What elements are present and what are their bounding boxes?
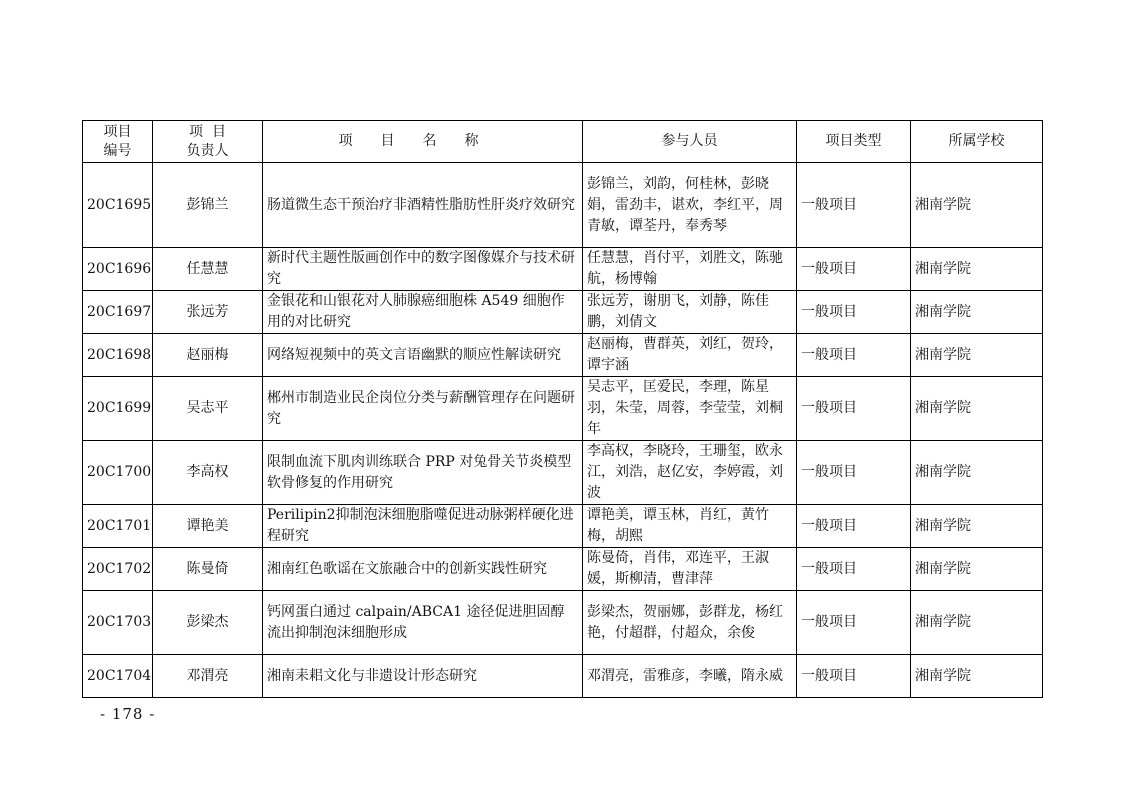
project-type-cell: 一般项目 (797, 377, 911, 441)
school-cell: 湘南学院 (911, 291, 1043, 334)
members-cell: 赵丽梅，曹群英，刘红，贺玲，谭宇涵 (583, 334, 797, 377)
school-cell: 湘南学院 (911, 163, 1043, 248)
project-code-cell: 20C1701 (83, 505, 153, 548)
members-cell: 彭梁杰，贺丽娜，彭群龙，杨红艳，付超群，付超众，余俊 (583, 591, 797, 655)
header-members: 参与人员 (583, 121, 797, 163)
project-name-cell: 肠道微生态干预治疗非酒精性脂肪性肝炎疗效研究 (263, 163, 583, 248)
project-code-cell: 20C1696 (83, 248, 153, 291)
school-cell: 湘南学院 (911, 334, 1043, 377)
project-leader-cell: 吴志平 (153, 377, 263, 441)
project-type-cell: 一般项目 (797, 163, 911, 248)
project-leader-cell: 彭锦兰 (153, 163, 263, 248)
members-cell: 谭艳美，谭玉林，肖红，黄竹梅，胡熙 (583, 505, 797, 548)
project-name-cell: 新时代主题性版画创作中的数字图像媒介与技术研究 (263, 248, 583, 291)
page-number: - 178 - (100, 705, 156, 723)
project-name-cell: 钙网蛋白通过 calpain/ABCA1 途径促进胆固醇流出抑制泡沫细胞形成 (263, 591, 583, 655)
school-cell: 湘南学院 (911, 377, 1043, 441)
project-code-cell: 20C1702 (83, 548, 153, 591)
project-name-cell: 郴州市制造业民企岗位分类与薪酬管理存在问题研究 (263, 377, 583, 441)
project-leader-cell: 赵丽梅 (153, 334, 263, 377)
table-row (83, 505, 1043, 548)
project-leader-cell: 谭艳美 (153, 505, 263, 548)
table-row (83, 291, 1043, 334)
project-table (82, 120, 1043, 698)
project-name-cell: 金银花和山银花对人肺腺癌细胞株 A549 细胞作用的对比研究 (263, 291, 583, 334)
table-row (83, 441, 1043, 505)
school-cell: 湘南学院 (911, 248, 1043, 291)
header-school: 所属学校 (911, 121, 1043, 163)
project-code-cell: 20C1704 (83, 655, 153, 698)
table-row (83, 334, 1043, 377)
school-cell: 湘南学院 (911, 548, 1043, 591)
project-leader-cell: 李高权 (153, 441, 263, 505)
header-project-type: 项目类型 (797, 121, 911, 163)
table-row (83, 548, 1043, 591)
project-type-cell: 一般项目 (797, 505, 911, 548)
project-type-cell: 一般项目 (797, 441, 911, 505)
project-name-cell: 网络短视频中的英文言语幽默的顺应性解读研究 (263, 334, 583, 377)
header-project-leader: 项 目 负责人 (153, 121, 263, 163)
table-row (83, 655, 1043, 698)
project-code-cell: 20C1700 (83, 441, 153, 505)
members-cell: 张远芳，谢朋飞，刘静，陈佳鹏，刘倩文 (583, 291, 797, 334)
table-row (83, 591, 1043, 655)
project-type-cell: 一般项目 (797, 248, 911, 291)
project-type-cell: 一般项目 (797, 591, 911, 655)
project-leader-cell: 彭梁杰 (153, 591, 263, 655)
table-row (83, 377, 1043, 441)
project-name-cell: 限制血流下肌肉训练联合 PRP 对兔骨关节炎模型软骨修复的作用研究 (263, 441, 583, 505)
members-cell: 吴志平，匡爱民，李理，陈星羽，朱莹，周蓉，李莹莹，刘桐年 (583, 377, 797, 441)
school-cell: 湘南学院 (911, 441, 1043, 505)
project-type-cell: 一般项目 (797, 291, 911, 334)
school-cell: 湘南学院 (911, 655, 1043, 698)
project-leader-cell: 陈曼倚 (153, 548, 263, 591)
project-leader-cell: 邓渭亮 (153, 655, 263, 698)
project-type-cell: 一般项目 (797, 334, 911, 377)
table-row (83, 248, 1043, 291)
header-project-name: 项目名称 (263, 121, 583, 163)
table-header-row (83, 121, 1043, 163)
project-leader-cell: 张远芳 (153, 291, 263, 334)
members-cell: 任慧慧，肖付平，刘胜文，陈驰航，杨博翰 (583, 248, 797, 291)
project-name-cell: 湘南耒耜文化与非遗设计形态研究 (263, 655, 583, 698)
project-name-cell: 湘南红色歌谣在文旅融合中的创新实践性研究 (263, 548, 583, 591)
project-code-cell: 20C1695 (83, 163, 153, 248)
members-cell: 李高权，李晓玲，王珊玺，欧永江，刘浩，赵亿安，李婷霞，刘波 (583, 441, 797, 505)
project-type-cell: 一般项目 (797, 655, 911, 698)
members-cell: 陈曼倚，肖伟，邓连平，王淑媛，斯柳清，曹津萍 (583, 548, 797, 591)
members-cell: 彭锦兰，刘韵，何桂林，彭晓娟，雷劲丰，谌欢，李红平，周青敏，谭荃丹，奉秀琴 (583, 163, 797, 248)
project-code-cell: 20C1699 (83, 377, 153, 441)
school-cell: 湘南学院 (911, 505, 1043, 548)
project-name-cell: Perilipin2抑制泡沫细胞脂噬促进动脉粥样硬化进程研究 (263, 505, 583, 548)
members-cell: 邓渭亮，雷雅彦，李曦，隋永威 (583, 655, 797, 698)
project-leader-cell: 任慧慧 (153, 248, 263, 291)
project-code-cell: 20C1697 (83, 291, 153, 334)
project-code-cell: 20C1703 (83, 591, 153, 655)
table-row (83, 163, 1043, 248)
school-cell: 湘南学院 (911, 591, 1043, 655)
project-code-cell: 20C1698 (83, 334, 153, 377)
header-project-code: 项目 编号 (83, 121, 153, 163)
project-type-cell: 一般项目 (797, 548, 911, 591)
